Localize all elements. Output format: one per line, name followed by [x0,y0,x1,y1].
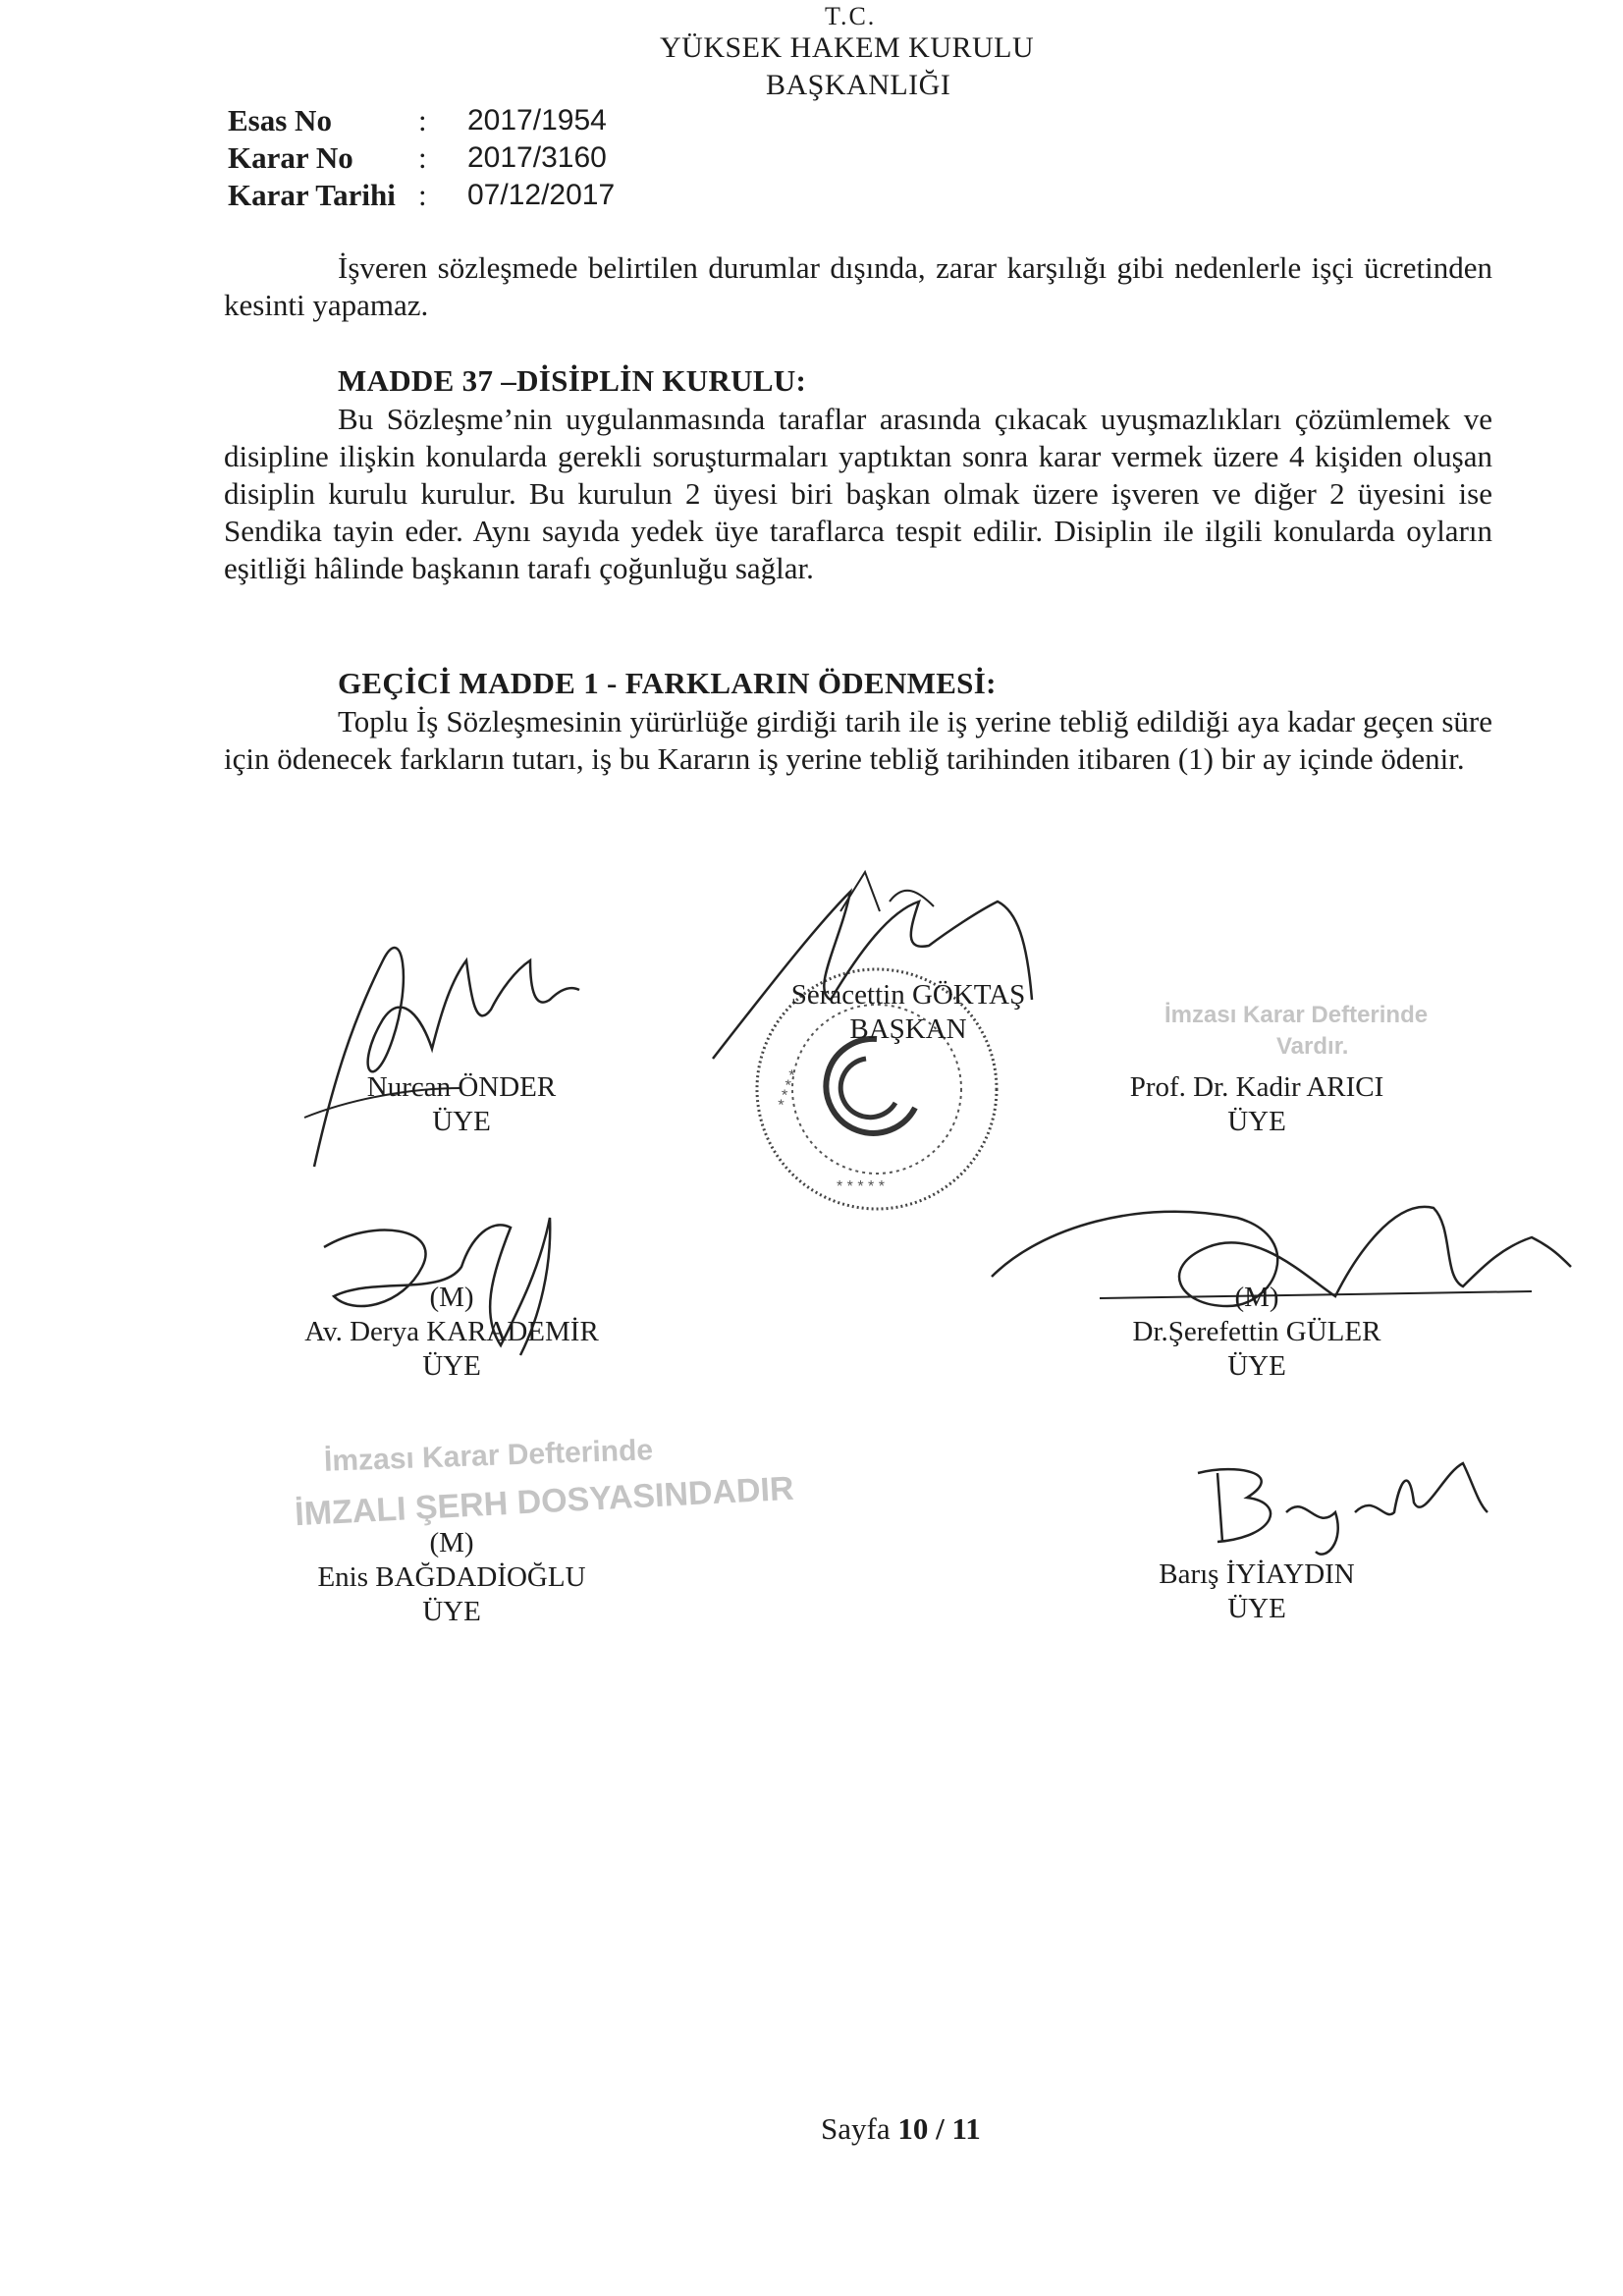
colon: : [418,140,427,175]
member4-mark: (M) [1234,1282,1279,1313]
member3-mark: (M) [429,1282,474,1313]
member1-signature [295,902,628,1186]
madde37-paragraph [224,401,1492,587]
president-role: BAŞKAN [849,1013,967,1045]
page-current: 10 [897,2111,929,2146]
gecici-heading: GEÇİCİ MADDE 1 - FARKLARIN ÖDENMESİ: [338,666,997,700]
member2-name: Prof. Dr. Kadir ARICI [1129,1071,1384,1103]
paragraph-text: İşveren sözleşmede belirtilen durumlar dışında, zarar karşılığı gibi nedenlerle işçi ücretinden kesinti yapamaz. [224,250,1492,322]
esas-value: 2017/1954 [467,104,607,137]
member5-name: Enis BAĞDADİOĞLU [317,1561,586,1593]
page-prefix: Sayfa [821,2111,891,2146]
member2-stamp-line1: İmzası Karar Defterinde [1164,1002,1429,1028]
member2-role: ÜYE [1227,1106,1286,1137]
president-block [756,978,1060,1047]
tarih-value: 07/12/2017 [467,179,616,211]
member5-stamp-line2: İMZALI ŞERH DOSYASINDADIR [294,1469,795,1534]
tarih-row [228,177,615,214]
member2-block [1080,1070,1434,1139]
member4-block [1080,1281,1434,1384]
esas-row [228,102,615,139]
member6-name: Barış İYİAYDIN [1159,1558,1355,1590]
colon: : [418,103,427,137]
member6-block [1080,1558,1434,1626]
member5-block [265,1526,638,1629]
member4-role: ÜYE [1227,1350,1286,1382]
member5-stamp-line1: İmzası Karar Defterinde [323,1434,654,1478]
page-subtitle: BAŞKANLIĞI [766,69,951,101]
karar-label: Karar No [228,140,353,175]
page-number [821,2111,981,2147]
esas-label: Esas No [228,103,332,137]
member6-role: ÜYE [1227,1593,1286,1624]
member2-stamp-line2: Vardır. [1276,1033,1349,1060]
member6-signature [1178,1444,1512,1561]
paragraph-kesinti [224,249,1492,324]
case-meta [228,102,615,214]
member5-mark: (M) [429,1527,474,1558]
page-title: YÜKSEK HAKEM KURULU [660,31,1035,64]
paragraph-text: Bu Sözleşme’nin uygulanmasında taraflar arasında çıkacak uyuşmazlıkları çözümlemek ve disipline ilişkin konularda gerekli soruşturmaları yaptıktan sonra karar vermek üzere 4 kişiden oluşan disiplin kurulu kurulur. Bu kurulun 2 üyesi biri başkan olmak üzere işveren ve diğer 2 üyesini ise Sendika tayin eder. Aynı sayıda yedek üye taraflarca tespit edilir. Disiplin ile ilgili konularda oyların eşitliği hâlinde başkanın tarafı çoğunluğu sağlar. [224,402,1492,585]
member3-block [285,1281,619,1384]
member5-role: ÜYE [422,1596,481,1627]
svg-text:* * * *: * * * * [775,1067,804,1110]
member1-role: ÜYE [432,1106,491,1137]
member1-block [295,1070,628,1139]
member3-name: Av. Derya KARADEMİR [304,1316,599,1347]
member3-role: ÜYE [422,1350,481,1382]
madde37-heading: MADDE 37 –DİSİPLİN KURULU: [338,363,807,398]
paragraph-text: Toplu İş Sözleşmesinin yürürlüğe girdiği tarih ile iş yerine tebliğ edildiği aya kadar geçen süre için ödenecek farkların tutarı, iş bu Kararın iş yerine tebliğ tarihinden itibaren (1) bir ay içinde ödenir. [224,704,1492,776]
svg-text:* * * * *: * * * * * [837,1178,885,1195]
page-total: 11 [951,2111,981,2146]
karar-row [228,139,615,177]
page-separator: / [936,2111,945,2146]
colon: : [418,178,427,212]
header-fragment: T.C. [825,2,877,30]
tarih-label: Karar Tarihi [228,178,396,212]
member4-name: Dr.Şerefettin GÜLER [1132,1316,1381,1347]
karar-value: 2017/3160 [467,141,607,174]
member1-name: Nurcan ÖNDER [366,1071,557,1103]
gecici-paragraph [224,703,1492,778]
president-name: Seracettin GÖKTAŞ [790,979,1026,1011]
